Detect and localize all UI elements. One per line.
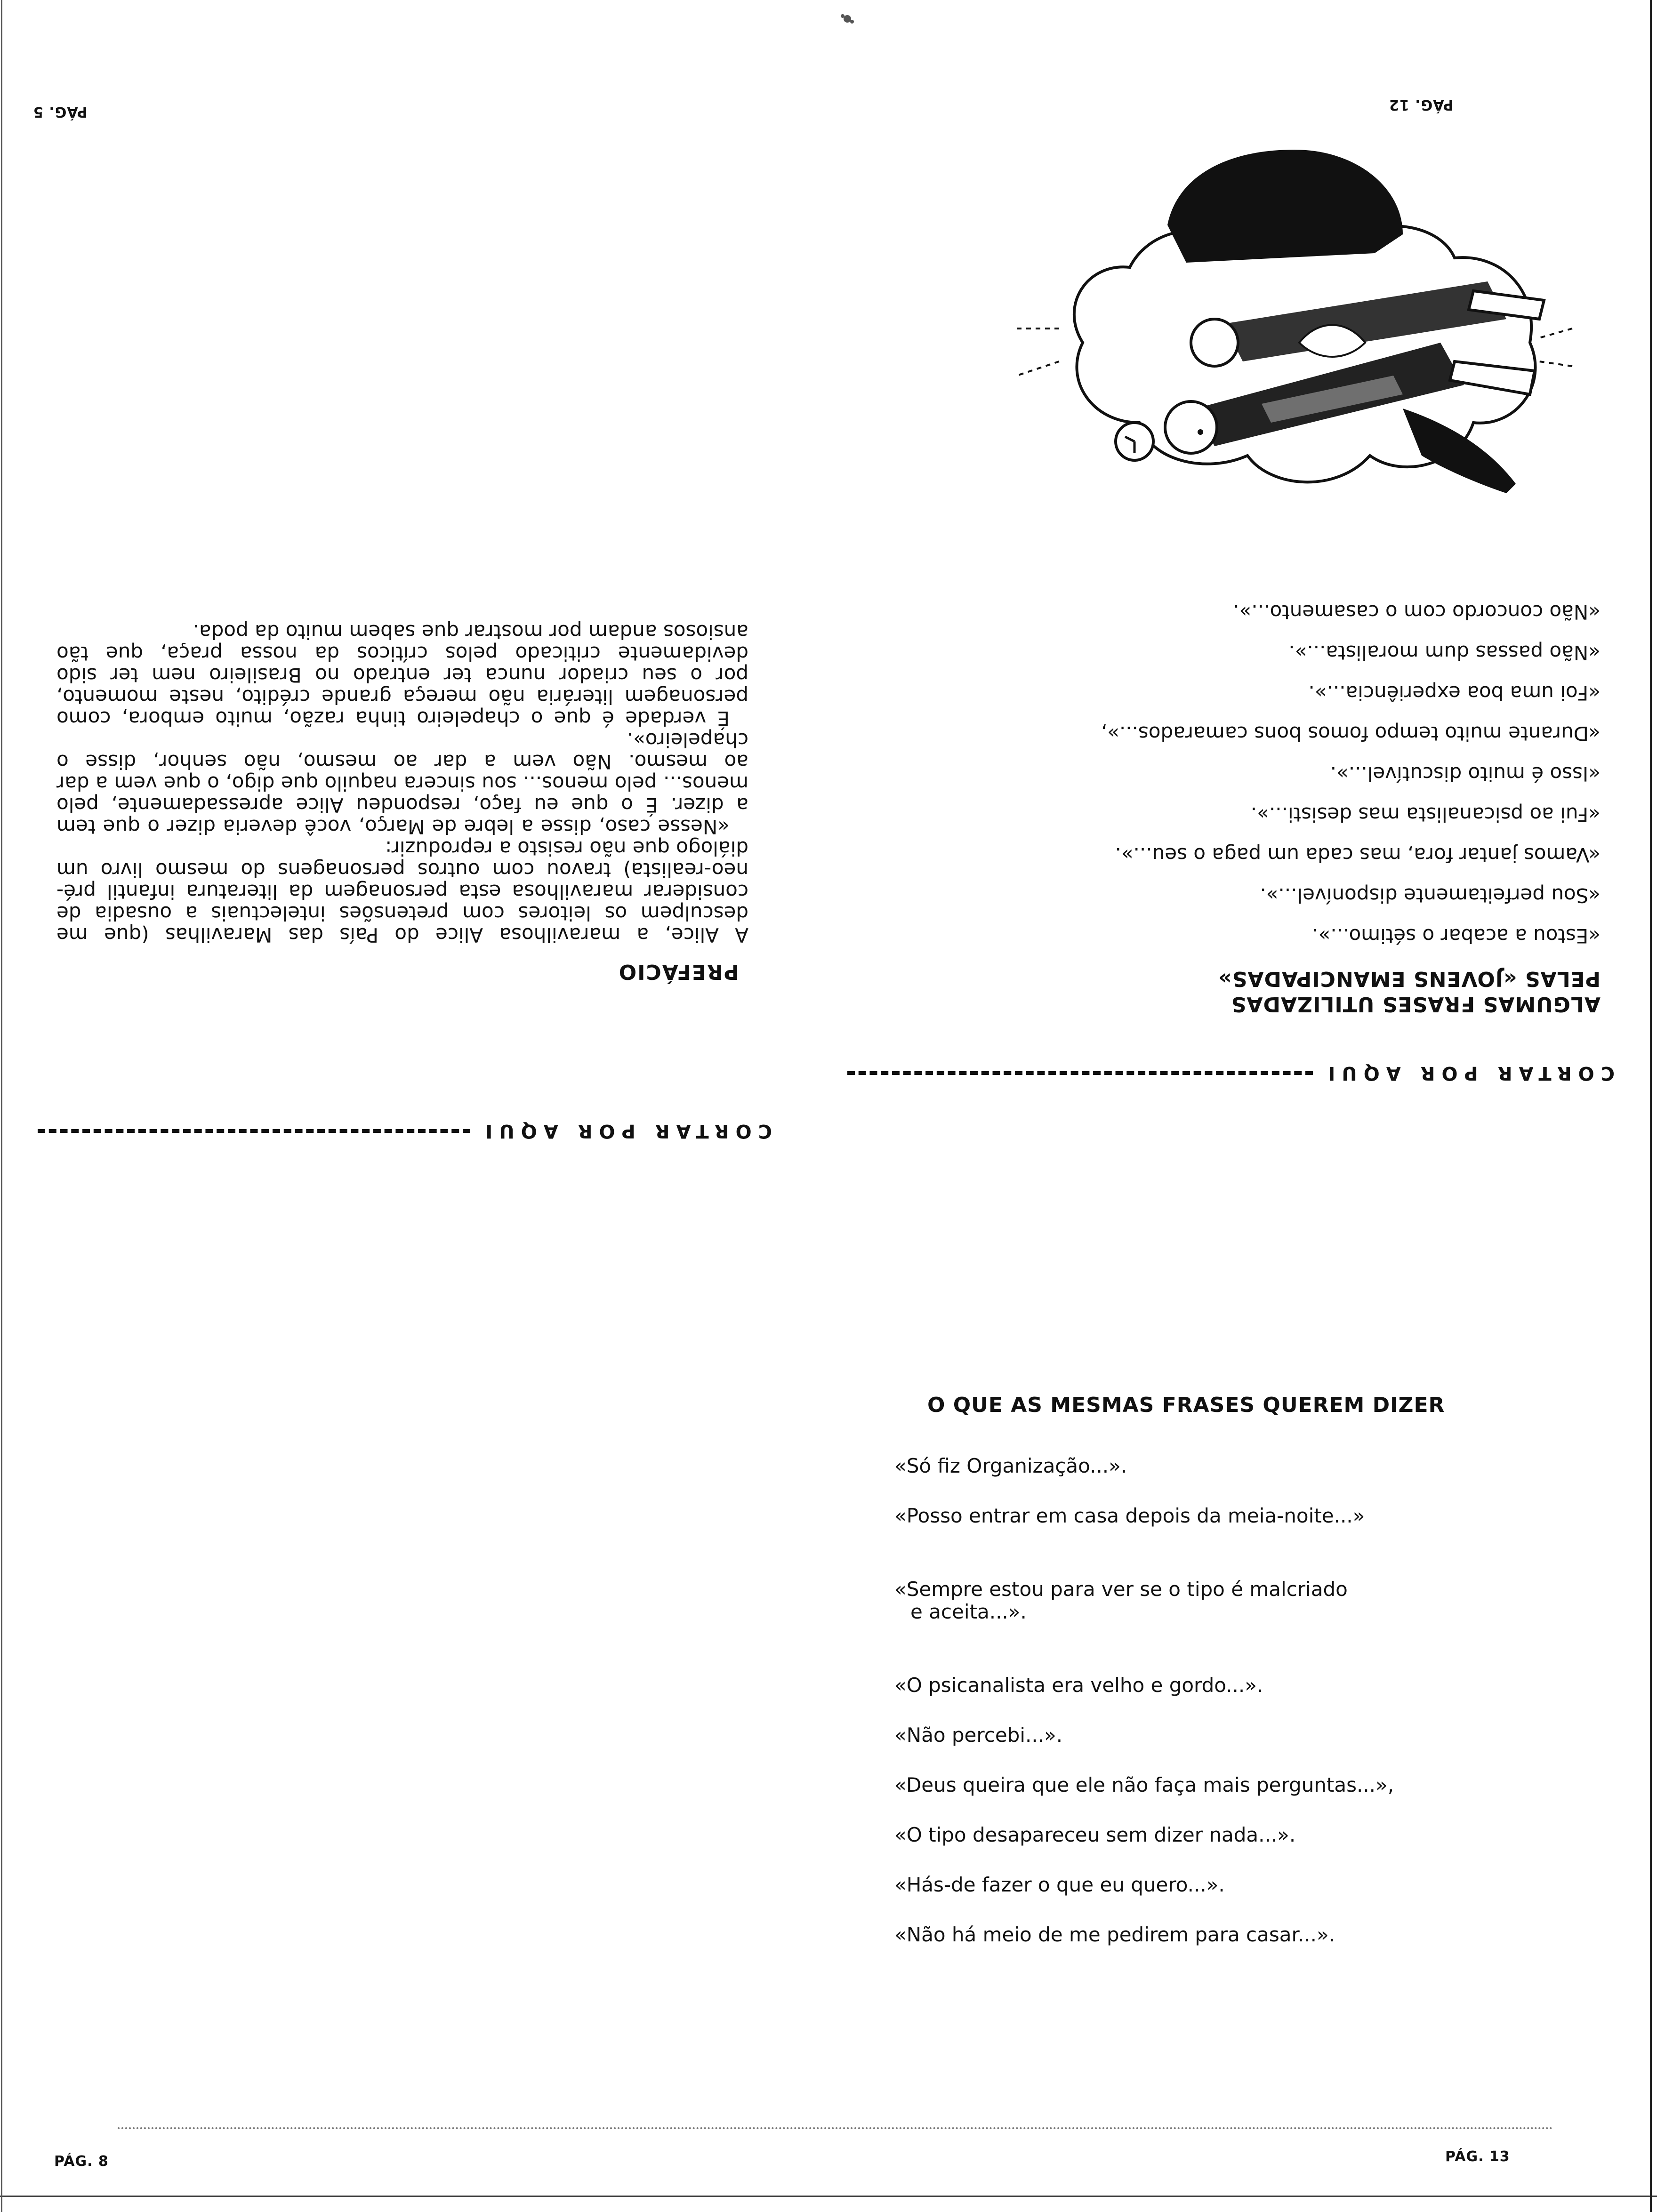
meaning-text: «Não percebi...». <box>894 1723 1063 1747</box>
meaning-item <box>894 1923 1601 1946</box>
preface-title: PREFÁCIO <box>618 960 739 984</box>
meaning-text: «Só fiz Organização...». <box>894 1454 1127 1477</box>
right-border-line <box>1650 0 1652 2212</box>
meaning-item <box>894 1674 1601 1697</box>
cut-line-left <box>38 1120 772 1142</box>
meaning-item <box>894 1774 1601 1796</box>
meaning-text: «Sempre estou para ver se o tipo é malcriado <box>894 1578 1348 1601</box>
meaning-item <box>894 1578 1601 1623</box>
preface-section <box>28 28 781 1087</box>
meanings-list <box>894 1455 1601 1946</box>
page-number-top-right: PÁG. 12 <box>1389 96 1454 113</box>
meanings-section <box>894 1393 1601 1973</box>
meaning-text: «Deus queira que ele não faça mais perguntas...», <box>894 1773 1394 1796</box>
bottom-border-line <box>0 2196 1657 2197</box>
frase-item: «Isso é muito discutível...». <box>1330 762 1601 785</box>
meaning-item <box>894 1874 1601 1896</box>
meaning-item <box>894 1824 1601 1846</box>
meaning-text: «O psicanalista era velho e gordo...». <box>894 1674 1263 1697</box>
frase-item: «Não passas dum moralista...». <box>1288 641 1601 664</box>
ornament-icon <box>838 9 857 28</box>
bottom-dotted-rule <box>118 2127 1553 2129</box>
frases-title-line-1: ALGUMAS FRASES UTILIZADAS <box>1231 992 1601 1016</box>
couple-illustration <box>989 140 1601 564</box>
meaning-text-continued: e aceita...». <box>910 1600 1027 1623</box>
meanings-title: O QUE AS MESMAS FRASES QUEREM DIZER <box>927 1393 1445 1417</box>
page-number-bottom-left: PÁG. 8 <box>54 2153 109 2170</box>
cut-dashes <box>847 1071 1313 1075</box>
page-number-top-left: PÁG. 5 <box>33 104 88 120</box>
frase-item: «Durante muito tempo fomos bons camarados...», <box>1101 722 1601 745</box>
page-number-bottom-right: PÁG. 13 <box>1445 2148 1510 2165</box>
preface-paragraph-2: «Nesse caso, disse a lebre de Março, você deveria dizer o que tem a dizer. É o que eu faço, respondeu Alice apressadamente, pelo menos... pelo menos... sou sincera naquilo que digo, o que vem a dar ao mesmo. Não vem a dar ao mesmo, não senhor, disse o chapeleiro». <box>56 729 748 838</box>
meaning-text: «Posso entrar em casa depois da meia-noite...» <box>894 1504 1365 1527</box>
left-border-line <box>1 0 2 2212</box>
cut-line-right <box>847 1059 1615 1087</box>
meaning-text: «Não há meio de me pedirem para casar...». <box>894 1923 1335 1946</box>
frase-item: «Foi uma boa experiência...». <box>1308 681 1601 705</box>
frase-item: «Vamos jantar fora, mas cada um paga o seu...». <box>1115 843 1601 866</box>
frases-title <box>828 966 1601 1017</box>
frase-item: «Fui ao psicanalista mas desisti...». <box>1250 803 1601 826</box>
meaning-text: «Hás-de fazer o que eu quero...». <box>894 1873 1225 1896</box>
frase-item: «Não concordo com o casamento...». <box>1233 601 1601 624</box>
meaning-text: «O tipo desapareceu sem dizer nada...». <box>894 1823 1296 1846</box>
meaning-item <box>894 1455 1601 1477</box>
frase-item: «Estou a acabar o sétimo...». <box>1312 924 1601 947</box>
cut-dashes <box>38 1129 470 1133</box>
meaning-item <box>894 1724 1601 1747</box>
preface-paragraph-1: A Alice, a maravilhosa Alice do País das Maravilhas (que me desculpem os leitores com pretensões intelectuais a ousadia de considerar maravilhosa esta personagem da literatura infantil pré-neo-realista) travou com outros personagens do mesmo livro um diálogo que não resisto a reproduzir: <box>56 837 748 946</box>
frases-title-line-2: PELAS «JOVENS EMANCIPADAS» <box>1218 967 1601 991</box>
cut-line-left-label: CORTAR POR AQUI <box>479 1120 772 1142</box>
frases-section <box>828 28 1629 1087</box>
frases-list <box>828 601 1629 947</box>
cut-line-right-label: CORTAR POR AQUI <box>1321 1062 1615 1084</box>
preface-paragraph-3: É verdade é que o chapeleiro tinha razão, muito embora, como personagem literária não mereça grande crédito, neste momento, por o seu criador nunca ter entrado no Brasileiro nem ter sido devidamente criticado pelos críticos da nossa praça, que tão ansiosos andam por mostrar que sabem muito da poda. <box>56 620 748 730</box>
meaning-item <box>894 1505 1601 1527</box>
frase-item: «Sou perfeitamente disponível...». <box>1260 884 1601 907</box>
